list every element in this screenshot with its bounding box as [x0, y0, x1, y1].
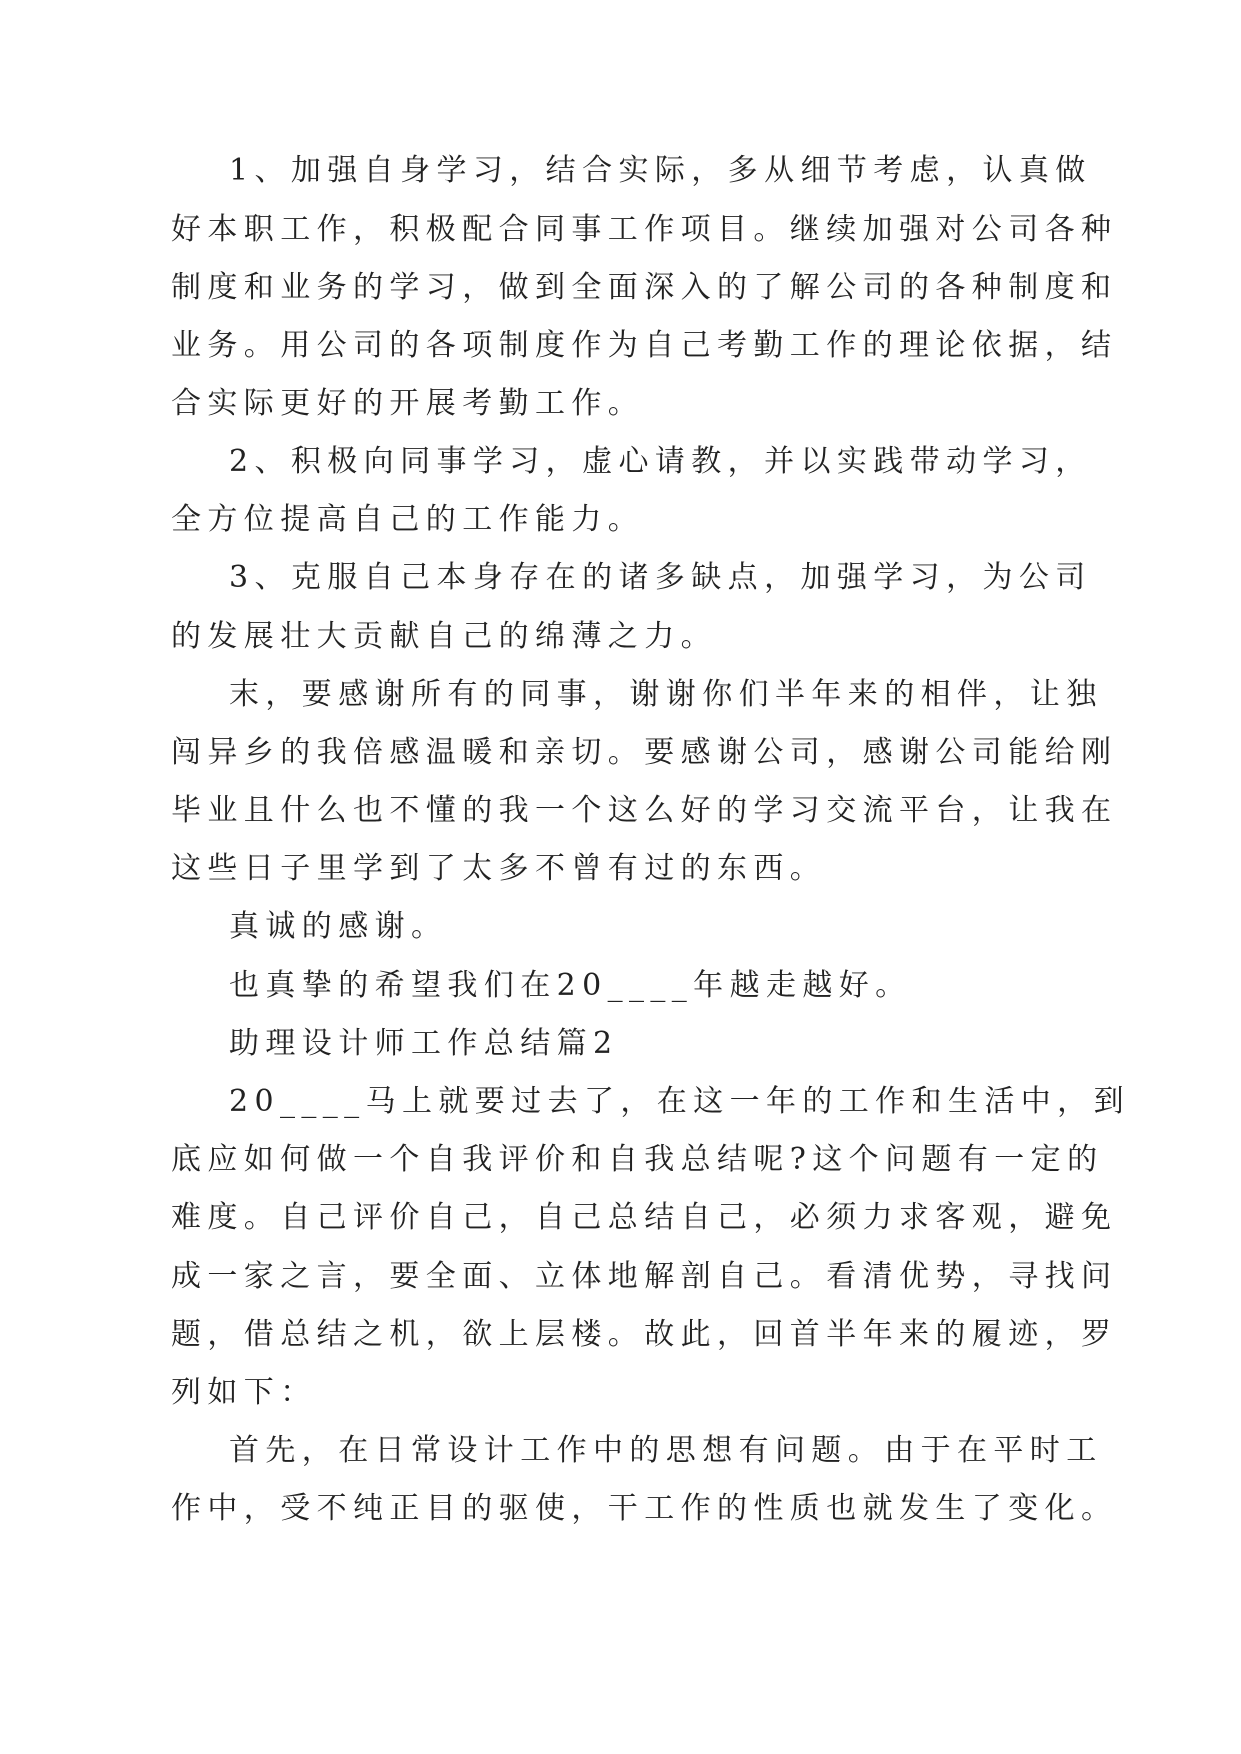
text-line: 难度。自己评价自己，自己总结自己，必须力求客观，避免 [171, 1200, 1118, 1235]
text-line: 好本职工作，积极配合同事工作项目。继续加强对公司各种 [171, 212, 1118, 247]
text-line: 首先，在日常设计工作中的思想有问题。由于在平时工 [229, 1433, 1103, 1468]
text-line: 列如下： [171, 1375, 317, 1410]
text-line: 题，借总结之机，欲上层楼。故此，回首半年来的履迹，罗 [171, 1317, 1118, 1352]
section-heading: 助理设计师工作总结篇2 [229, 1026, 619, 1061]
text-line: 20____马上就要过去了，在这一年的工作和生活中，到 [229, 1084, 1130, 1119]
text-line: 2、积极向同事学习，虚心请教，并以实践带动学习， [229, 444, 1092, 479]
text-line: 3、克服自己本身存在的诸多缺点，加强学习，为公司 [229, 560, 1092, 595]
text-line: 闯异乡的我倍感温暖和亲切。要感谢公司，感谢公司能给刚 [171, 735, 1118, 770]
text-line: 全方位提高自己的工作能力。 [171, 502, 645, 537]
text-line: 制度和业务的学习，做到全面深入的了解公司的各种制度和 [171, 270, 1118, 305]
text-line: 作中，受不纯正目的驱使，干工作的性质也就发生了变化。 [171, 1491, 1118, 1526]
text-line: 真诚的感谢。 [229, 909, 448, 944]
text-line: 合实际更好的开展考勤工作。 [171, 386, 645, 421]
text-line: 末，要感谢所有的同事，谢谢你们半年来的相伴，让独 [229, 677, 1103, 712]
text-line: 的发展壮大贡献自己的绵薄之力。 [171, 619, 717, 654]
text-line: 毕业且什么也不懂的我一个这么好的学习交流平台，让我在 [171, 793, 1118, 828]
text-line: 业务。用公司的各项制度作为自己考勤工作的理论依据，结 [171, 328, 1118, 363]
text-line: 成一家之言，要全面、立体地解剖自己。看清优势，寻找问 [171, 1259, 1118, 1294]
text-line: 也真挚的希望我们在20____年越走越好。 [229, 968, 912, 1003]
text-line: 这些日子里学到了太多不曾有过的东西。 [171, 851, 827, 886]
text-line: 1、加强自身学习，结合实际，多从细节考虑，认真做 [229, 153, 1092, 188]
text-line: 底应如何做一个自我评价和自我总结呢?这个问题有一定的 [171, 1142, 1104, 1177]
